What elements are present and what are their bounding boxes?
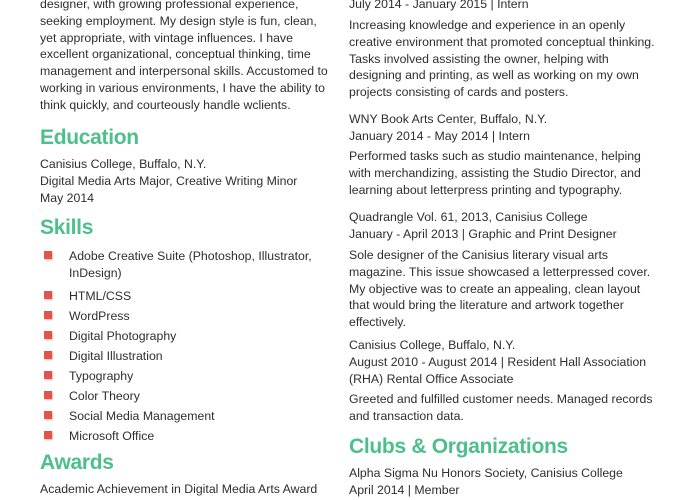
experience-org: Canisius College, Buffalo, N.Y. bbox=[349, 338, 516, 352]
education-heading: Education bbox=[40, 126, 139, 149]
experience-entry bbox=[349, 209, 661, 243]
list-item bbox=[40, 368, 332, 388]
experience-date-role: August 2010 - August 2014 | Resident Hall Association (RHA) Rental Office Associate bbox=[349, 354, 647, 386]
list-item bbox=[40, 348, 332, 368]
experience-description: Performed tasks such as studio maintenance, helping with merchandizing, assisting the Studio Director, and learning about letterpress printing and typography. bbox=[349, 149, 641, 197]
list-item bbox=[40, 288, 332, 308]
experience-org: WNY Book Arts Center, Buffalo, N.Y. bbox=[349, 112, 548, 126]
education-major: Digital Media Arts Major, Creative Writing Minor bbox=[40, 173, 298, 188]
list-item bbox=[40, 428, 332, 448]
education-school: Canisius College, Buffalo, N.Y. bbox=[40, 157, 207, 171]
bullet-square-icon bbox=[44, 331, 52, 339]
bullet-square-icon bbox=[44, 251, 52, 259]
skill-label: WordPress bbox=[69, 309, 130, 323]
skill-label: Adobe Creative Suite (Photoshop, Illustrator, InDesign) bbox=[69, 249, 312, 280]
list-item bbox=[40, 308, 332, 328]
clubs-heading: Clubs & Organizations bbox=[349, 435, 568, 458]
experience-date-role: July 2014 - January 2015 | Intern bbox=[349, 0, 529, 11]
skill-label: Social Media Management bbox=[69, 409, 215, 423]
education-section bbox=[40, 156, 332, 206]
awards-heading: Awards bbox=[40, 451, 114, 474]
profile-line: excellent organizational, conceptual thinking, time bbox=[40, 47, 311, 62]
profile-line: think quickly, and courteously handle wclients. bbox=[40, 97, 291, 112]
experience-description: Greeted and fulfilled customer needs. Managed records and transaction data. bbox=[349, 392, 653, 423]
list-item bbox=[40, 328, 332, 348]
experience-description: Increasing knowledge and experience in an openly creative environment that promoted conceptual thinking. Tasks involved assisting the owner, helping with designing and printing, as well as working on my own projects consisting of cards and posters. bbox=[349, 18, 655, 100]
skill-label: Digital Illustration bbox=[69, 349, 163, 363]
skill-label: HTML/CSS bbox=[69, 289, 132, 303]
bullet-square-icon bbox=[44, 371, 52, 379]
skills-list bbox=[40, 248, 332, 448]
skill-label: Typography bbox=[69, 369, 134, 383]
bullet-square-icon bbox=[44, 291, 52, 299]
award-item: Academic Achievement in Digital Media Arts Award bbox=[40, 482, 318, 496]
profile-line: designer, with growing professional experience, bbox=[40, 0, 299, 11]
skill-label: Color Theory bbox=[69, 389, 140, 403]
bullet-square-icon bbox=[44, 351, 52, 359]
bullet-square-icon bbox=[44, 391, 52, 399]
experience-date-role: January 2014 - May 2014 | Intern bbox=[349, 128, 530, 143]
experience-org: Quadrangle Vol. 61, 2013, Canisius College bbox=[349, 210, 588, 224]
education-date: May 2014 bbox=[40, 190, 95, 205]
profile-line: seeking employment. My design style is fun, clean, bbox=[40, 13, 317, 28]
list-item bbox=[40, 248, 332, 288]
list-item bbox=[40, 408, 332, 428]
list-item bbox=[40, 388, 332, 408]
bullet-square-icon bbox=[44, 311, 52, 319]
skill-label: Digital Photography bbox=[69, 329, 177, 343]
experience-description: Sole designer of the Canisius literary visual arts magazine. This issue showcased a letterpressed cover. My objective was to create an appealing, clean layout that would bring the literature and artwork together effectively. bbox=[349, 248, 651, 330]
clubs-entry bbox=[349, 465, 661, 499]
profile-line: yet appropriate, with vintage influences. I have bbox=[40, 30, 293, 45]
experience-entry bbox=[349, 0, 661, 13]
profile-summary bbox=[40, 0, 332, 114]
profile-line: working in various environments, I have the ability to bbox=[40, 80, 326, 95]
skills-heading: Skills bbox=[40, 216, 94, 239]
experience-date-role: January - April 2013 | Graphic and Print Designer bbox=[349, 226, 617, 241]
profile-line: management and interpersonal skills. Accustomed to bbox=[40, 64, 328, 79]
experience-entry bbox=[349, 337, 661, 387]
club-org: Alpha Sigma Nu Honors Society, Canisius College bbox=[349, 466, 623, 480]
bullet-square-icon bbox=[44, 431, 52, 439]
skill-label: Microsoft Office bbox=[69, 429, 155, 443]
experience-entry bbox=[349, 111, 661, 145]
bullet-square-icon bbox=[44, 411, 52, 419]
club-date-role: April 2014 | Member bbox=[349, 482, 460, 497]
